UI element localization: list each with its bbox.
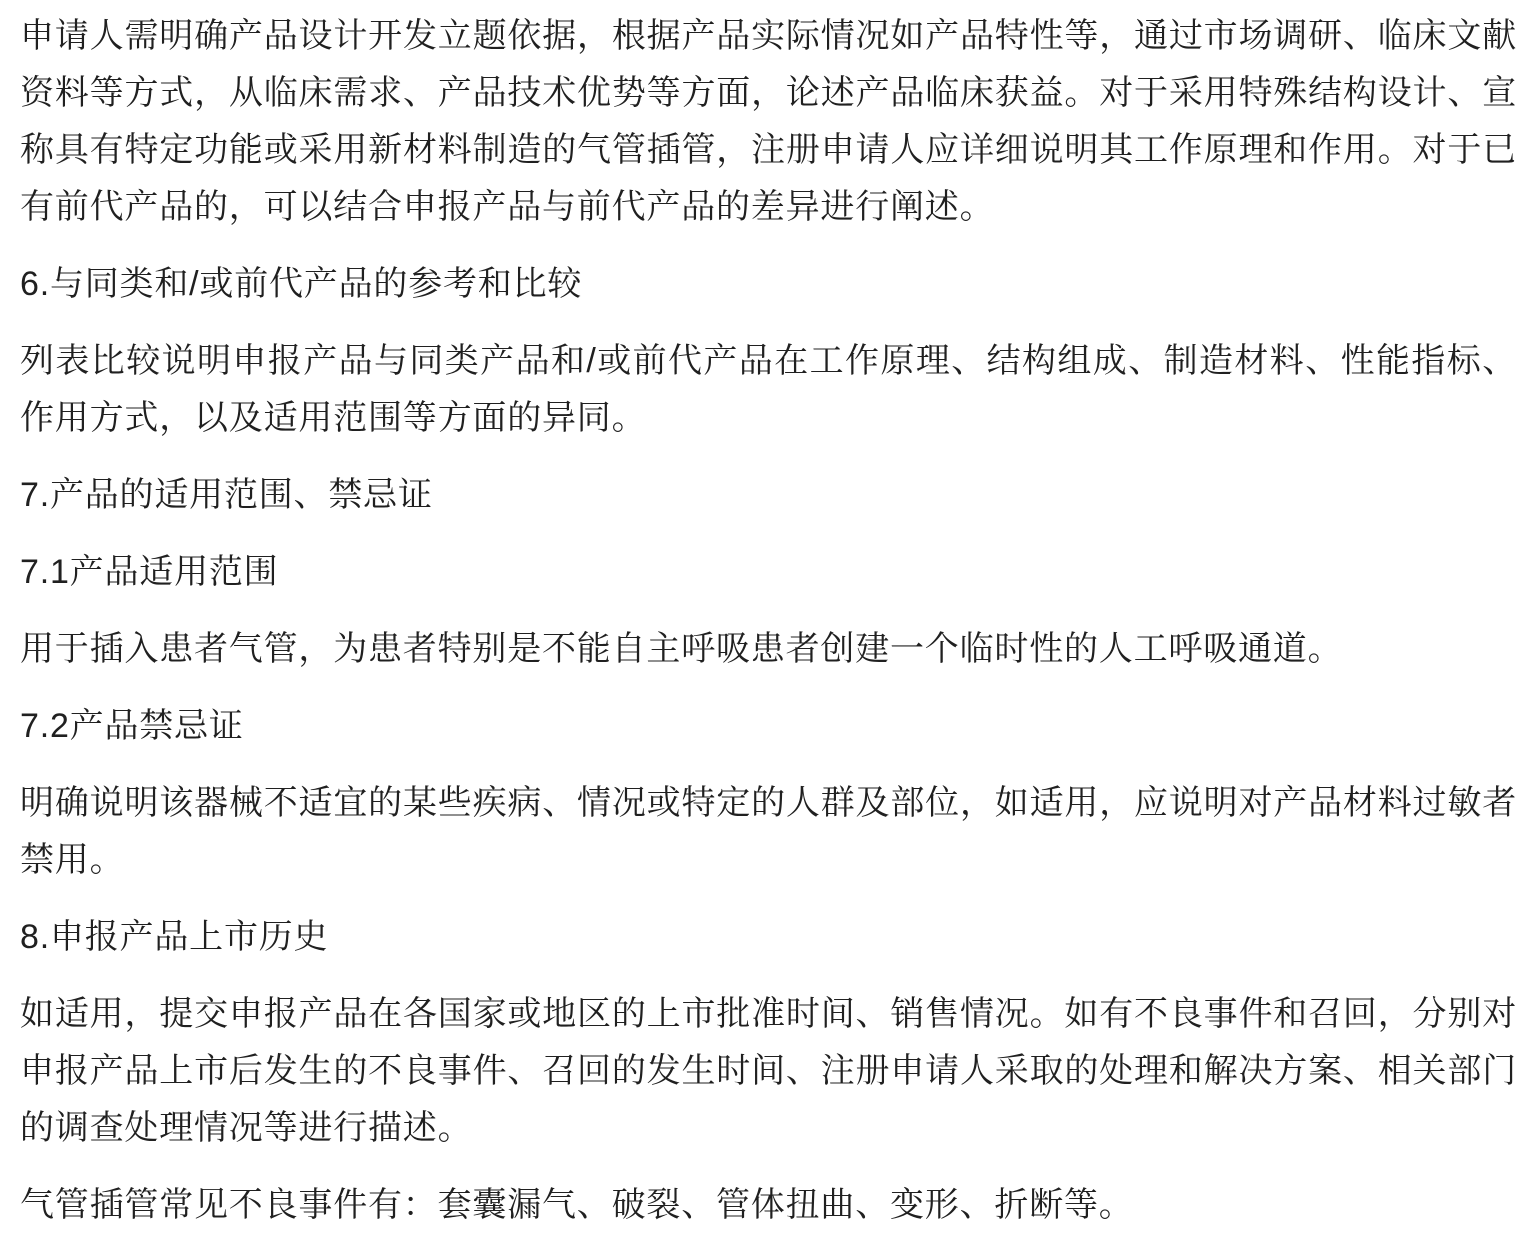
paragraph-market-history: 如适用，提交申报产品在各国家或地区的上市批准时间、销售情况。如有不良事件和召回，分别对申报产品上市后发生的不良事件、召回的发生时间、注册申请人采取的处理和解决方案、相关部门的调查处理情况等进行描述。 xyxy=(20,995,1517,1147)
paragraph-applicable-scope: 用于插入患者气管，为患者特别是不能自主呼吸患者创建一个临时性的人工呼吸通道。 xyxy=(20,630,1343,668)
section-heading-7-2-contraindications: 7.2产品禁忌证 xyxy=(20,707,244,745)
paragraph-design-rationale: 申请人需明确产品设计开发立题依据，根据产品实际情况如产品特性等，通过市场调研、临床文献资料等方式，从临床需求、产品技术优势等方面，论述产品临床获益。对于采用特殊结构设计、宣称具有特定功能或采用新材料制造的气管插管，注册申请人应详细说明其工作原理和作用。对于已有前代产品的，可以结合申报产品与前代产品的差异进行阐述。 xyxy=(20,17,1517,226)
section-heading-7-scope-contraindications: 7.产品的适用范围、禁忌证 xyxy=(20,476,433,514)
section-heading-6-comparison: 6.与同类和/或前代产品的参考和比较 xyxy=(20,265,583,303)
document-page xyxy=(20,8,1517,1234)
paragraph-contraindications: 明确说明该器械不适宜的某些疾病、情况或特定的人群及部位，如适用，应说明对产品材料过敏者禁用。 xyxy=(20,784,1517,879)
section-heading-7-1-applicable-scope: 7.1产品适用范围 xyxy=(20,553,279,591)
paragraph-comparison-table: 列表比较说明申报产品与同类产品和/或前代产品在工作原理、结构组成、制造材料、性能指标、作用方式，以及适用范围等方面的异同。 xyxy=(20,342,1517,437)
paragraph-common-adverse-events: 气管插管常见不良事件有：套囊漏气、破裂、管体扭曲、变形、折断等。 xyxy=(20,1186,1134,1224)
section-heading-8-market-history: 8.申报产品上市历史 xyxy=(20,918,329,956)
